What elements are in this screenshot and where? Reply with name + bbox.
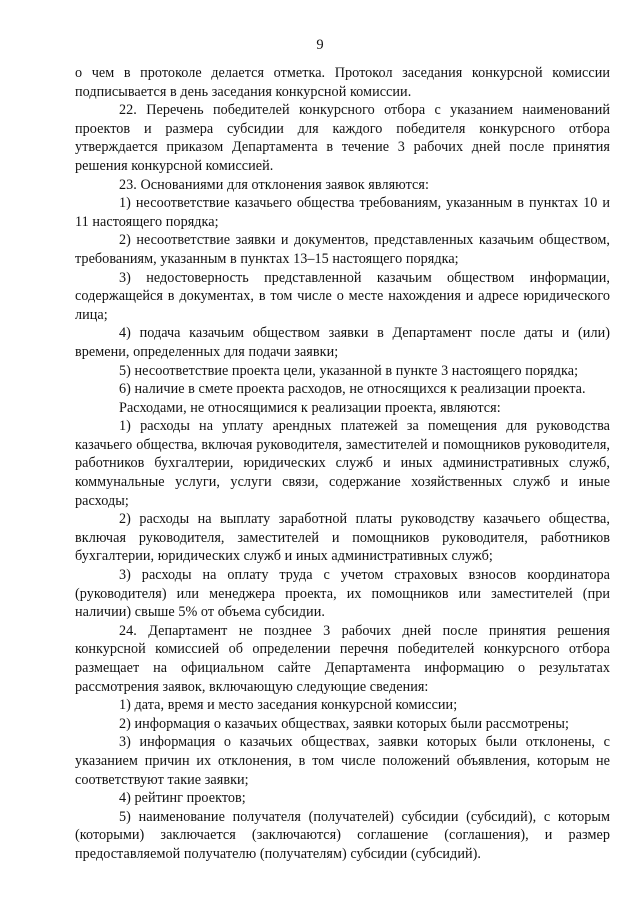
paragraph: 23. Основаниями для отклонения заявок являются: xyxy=(119,176,429,193)
list-item: 5) наименование получателя (получателей) субсидии (субсидий), с которым (которыми) заключается (заключаются) соглашение (соглашения), и размер предоставляемой получателю (получателям) субсидии (субсидий). xyxy=(75,808,610,862)
list-item: 3) недостоверность представленной казачьим обществом информации, содержащейся в документах, в том числе о месте нахождения и адресе юридического лица; xyxy=(75,269,610,323)
list-item: 3) информация о казачьих обществах, заявки которых были отклонены, с указанием причин их отклонения, в том числе положений объявления, которым не соответствуют такие заявки; xyxy=(75,734,610,788)
document-body xyxy=(75,64,610,864)
paragraph: о чем в протоколе делается отметка. Протокол заседания конкурсной комиссии подписывается в день заседания конкурсной комиссии. xyxy=(75,65,610,100)
list-item: 4) подача казачьим обществом заявки в Департамент после даты и (или) времени, определенных для подачи заявки; xyxy=(75,325,610,360)
list-item: 1) несоответствие казачьего общества требованиям, указанным в пунктах 10 и 11 настоящего порядка; xyxy=(75,195,610,230)
list-item: 1) расходы на уплату арендных платежей за помещения для руководства казачьего общества, включая руководителя, заместителей и помощников руководителя, работников бухгалтерии, юридических служб и иных административных служб, коммунальные услуги, услуги связи, содержание хозяйственных служб и иные расходы; xyxy=(75,418,610,509)
list-item: 5) несоответствие проекта цели, указанной в пункте 3 настоящего порядка; xyxy=(119,362,579,379)
list-item: 6) наличие в смете проекта расходов, не относящихся к реализации проекта. xyxy=(119,381,586,398)
list-item: 2) информация о казачьих обществах, заявки которых были рассмотрены; xyxy=(119,715,569,732)
paragraph: Расходами, не относящимися к реализации проекта, являются: xyxy=(119,399,501,416)
paragraph: 22. Перечень победителей конкурсного отбора с указанием наименований проектов и размера субсидии для каждого победителя конкурсного отбора утверждается приказом Департамента в течение 3 рабочих дней после принятия решения конкурсной комиссией. xyxy=(75,102,610,174)
list-item: 2) несоответствие заявки и документов, представленных казачьим обществом, требованиям, указанным в пунктах 13–15 настоящего порядка; xyxy=(75,232,610,267)
list-item: 1) дата, время и место заседания конкурсной комиссии; xyxy=(119,697,458,714)
list-item: 3) расходы на оплату труда с учетом страховых взносов координатора (руководителя) или менеджера проекта, их помощников или заместителей (при наличии) свыше 5% от объема субсидии. xyxy=(75,567,610,621)
list-item: 4) рейтинг проектов; xyxy=(119,790,246,807)
list-item: 2) расходы на выплату заработной платы руководству казачьего общества, включая руководителя, заместителей и помощников руководителя, работников бухгалтерии, юридических служб и иных административных служб; xyxy=(75,511,610,565)
paragraph: 24. Департамент не позднее 3 рабочих дней после принятия решения конкурсной комиссией об определении перечня победителей конкурсного отбора размещает на официальном сайте Департамента информацию о результатах рассмотрения заявок, включающую следующие сведения: xyxy=(75,622,610,695)
page-number: 9 xyxy=(316,37,324,53)
